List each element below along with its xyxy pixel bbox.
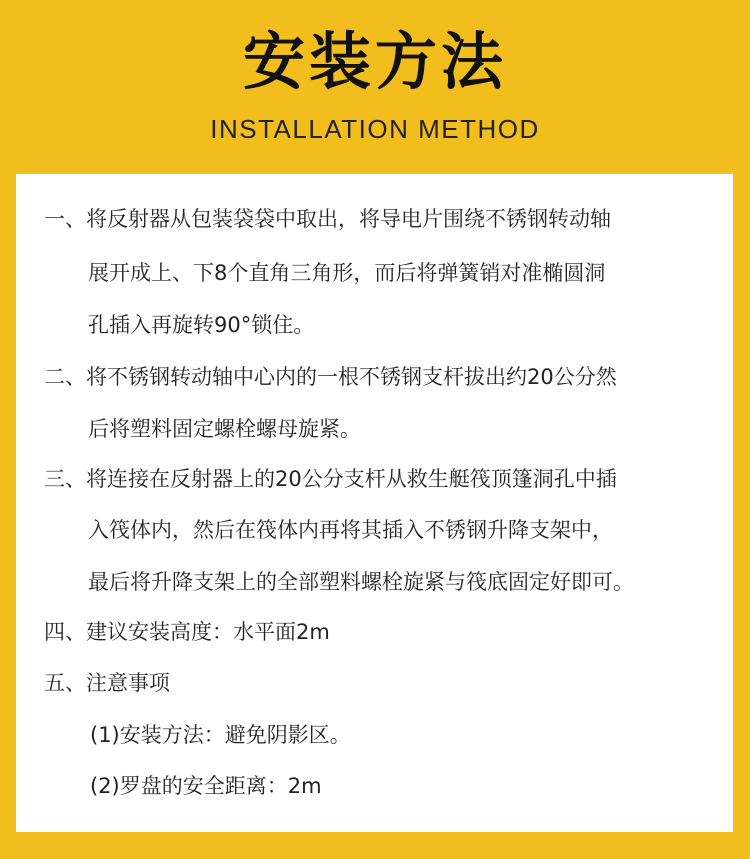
note-2: (2)罗盘的安全距离：2m	[90, 774, 322, 798]
step-2-line-1: 二、将不锈钢转动轴中心内的一根不锈钢支杆拔出约20公分然	[44, 365, 617, 389]
page-subtitle: INSTALLATION METHOD	[210, 114, 540, 144]
step-3-line-2: 入筏体内，然后在筏体内再将其插入不锈钢升降支架中，	[88, 518, 613, 542]
page-title: 安装方法	[242, 25, 507, 98]
step-1-line-3: 孔插入再旋转90°锁住。	[88, 313, 315, 337]
step-3-line-3: 最后将升降支架上的全部塑料螺栓旋紧与筏底固定好即可。	[88, 570, 634, 594]
step-1-line-1: 一、将反射器从包装袋袋中取出，将导电片围绕不锈钢转动轴	[44, 207, 611, 231]
note-1: (1)安装方法：避免阴影区。	[90, 723, 351, 747]
step-5-heading: 五、注意事项	[44, 671, 170, 695]
step-2-line-2: 后将塑料固定螺栓螺母旋紧。	[88, 417, 361, 441]
step-1-line-2: 展开成上、下8个直角三角形，而后将弹簧销对准椭圆洞	[88, 261, 606, 285]
instructions-card	[16, 174, 733, 832]
step-4-line: 四、建议安装高度：水平面2m	[44, 620, 330, 644]
step-3-line-1: 三、将连接在反射器上的20公分支杆从救生艇筏顶篷洞孔中插	[44, 467, 617, 491]
